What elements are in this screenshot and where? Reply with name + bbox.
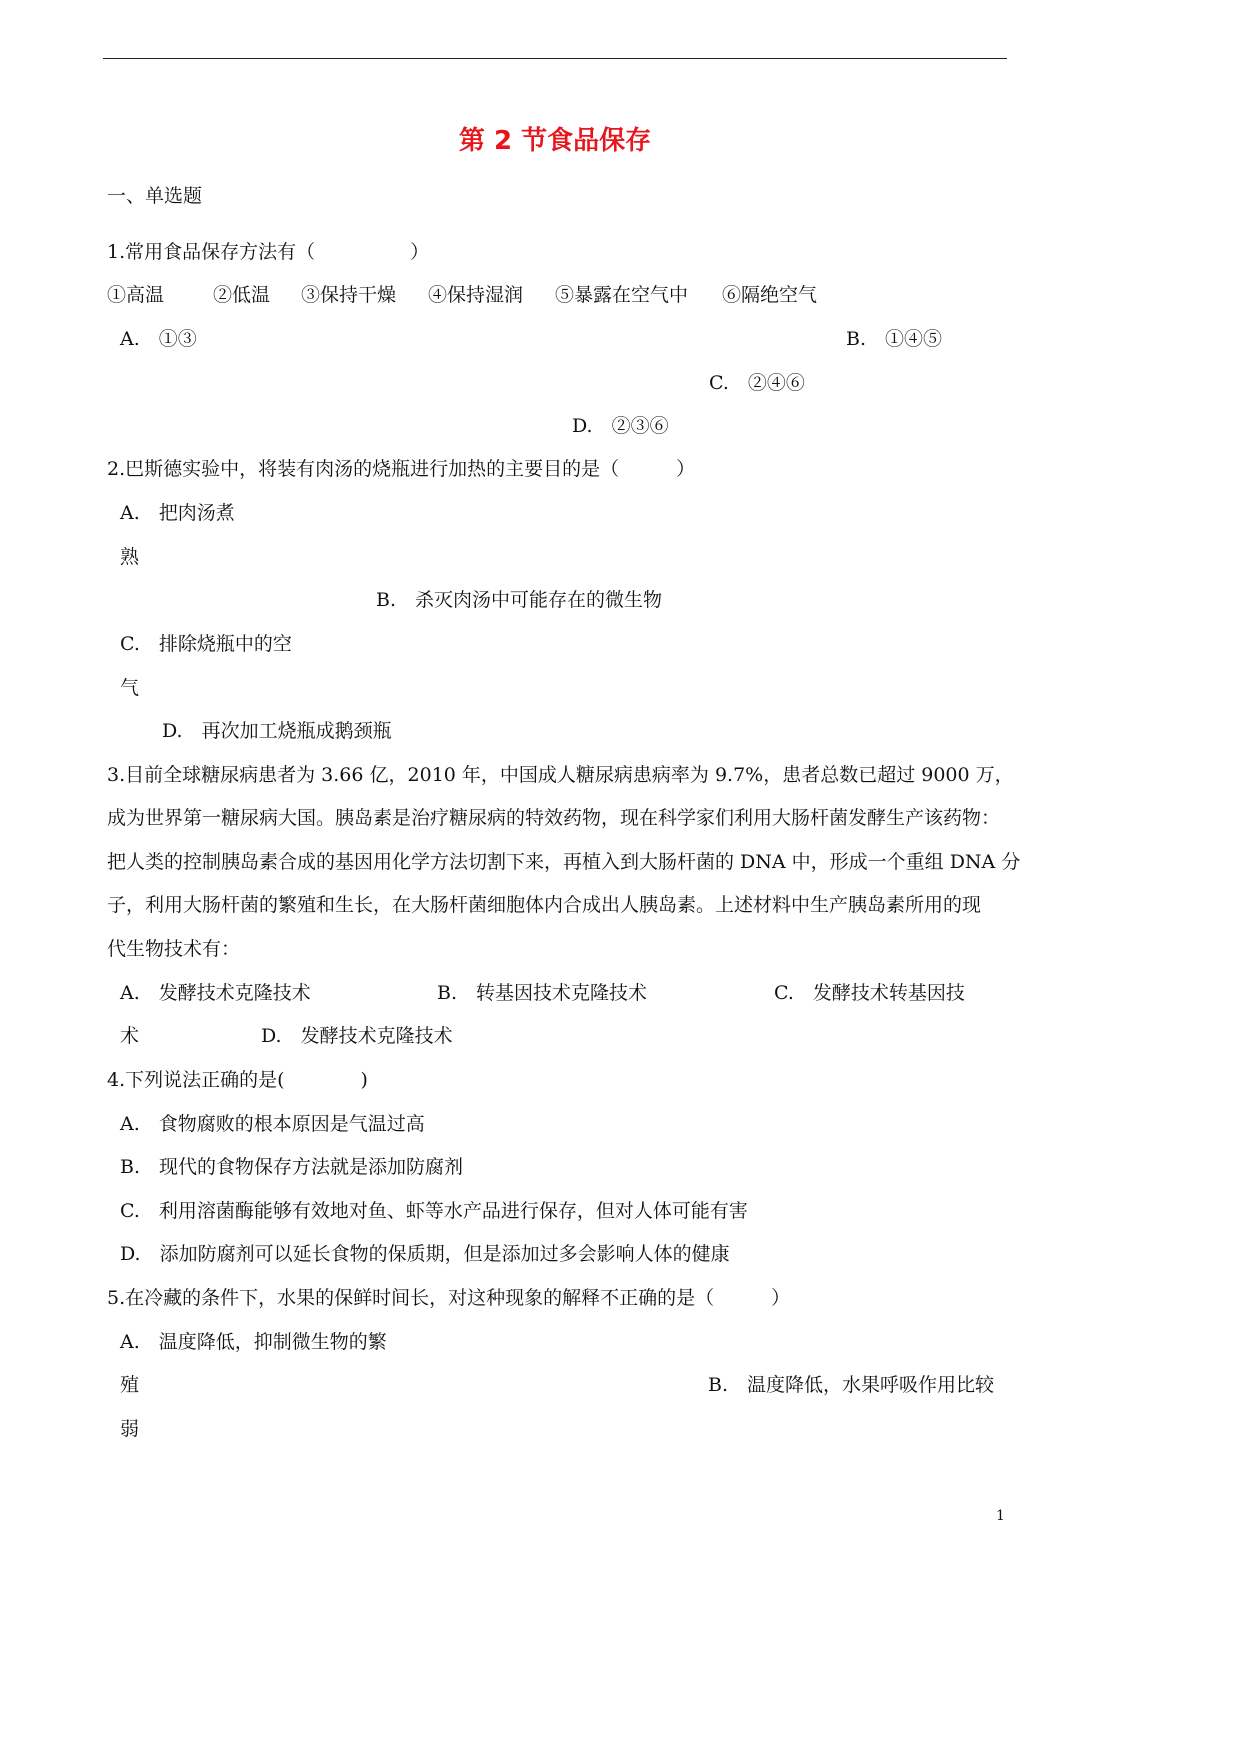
q1-option-c[interactable]: C. ②④⑥ <box>709 372 805 394</box>
question-2-stem: 2.巴斯德实验中，将装有肉汤的烧瓶进行加热的主要目的是（ ） <box>107 458 696 480</box>
q3-option-c[interactable]: C. 发酵技术转基因技 <box>774 982 965 1004</box>
q1-option-a[interactable]: A. ①③ <box>120 328 197 350</box>
q4-option-a[interactable]: A. 食物腐败的根本原因是气温过高 <box>120 1113 425 1135</box>
question-3-line: 代生物技术有： <box>107 938 241 960</box>
question-4-stem: 4.下列说法正确的是( ) <box>107 1069 368 1091</box>
q1-option-b[interactable]: B. ①④⑤ <box>846 328 943 350</box>
header-rule <box>103 58 1007 59</box>
q5-option-b[interactable]: B. 温度降低，水果呼吸作用比较 <box>708 1374 995 1396</box>
q4-option-c[interactable]: C. 利用溶菌酶能够有效地对鱼、虾等水产品进行保存，但对人体可能有害 <box>120 1200 748 1222</box>
q5-option-a[interactable]: A. 温度降低，抑制微生物的繁 <box>120 1331 387 1353</box>
q1-item: ②低温 <box>213 284 271 306</box>
q5-option-a-wrap: 殖 <box>120 1374 140 1396</box>
q1-option-d[interactable]: D. ②③⑥ <box>572 415 669 437</box>
q3-option-a[interactable]: A. 发酵技术克隆技术 <box>120 982 311 1004</box>
q3-option-d[interactable]: D. 发酵技术克隆技术 <box>261 1025 453 1047</box>
question-3-line: 子，利用大肠杆菌的繁殖和生长，在大肠杆菌细胞体内合成出人胰岛素。上述材料中生产胰岛素所用的现 <box>107 894 982 916</box>
question-3-line: 3.目前全球糖尿病患者为 3.66 亿，2010 年，中国成人糖尿病患病率为 9.7%，患者总数已超过 9000 万， <box>107 764 1014 786</box>
q1-item: ⑥隔绝空气 <box>722 284 818 306</box>
page-title: 第 2 节食品保存 <box>458 126 652 156</box>
q2-option-a[interactable]: A. 把肉汤煮 <box>120 502 235 524</box>
q2-option-c-wrap: 气 <box>120 677 140 699</box>
question-5-stem: 5.在冷藏的条件下，水果的保鲜时间长，对这种现象的解释不正确的是（ ） <box>107 1287 791 1309</box>
q2-option-d[interactable]: D. 再次加工烧瓶成鹅颈瓶 <box>162 720 392 742</box>
q1-item: ③保持干燥 <box>301 284 397 306</box>
q2-option-c[interactable]: C. 排除烧瓶中的空 <box>120 633 292 655</box>
section-heading: 一、单选题 <box>107 185 203 207</box>
question-3-line: 把人类的控制胰岛素合成的基因用化学方法切割下来，再植入到大肠杆菌的 DNA 中，形成一个重组 DNA 分 <box>107 851 1021 873</box>
question-3-line: 成为世界第一糖尿病大国。胰岛素是治疗糖尿病的特效药物，现在科学家们利用大肠杆菌发酵生产该药物： <box>107 807 1001 829</box>
q1-item: ④保持湿润 <box>428 284 524 306</box>
q1-item: ①高温 <box>107 284 165 306</box>
q5-option-b-wrap: 弱 <box>120 1418 140 1440</box>
q4-option-d[interactable]: D. 添加防腐剂可以延长食物的保质期，但是添加过多会影响人体的健康 <box>120 1243 730 1265</box>
q2-option-b[interactable]: B. 杀灭肉汤中可能存在的微生物 <box>376 589 663 611</box>
q1-item: ⑤暴露在空气中 <box>555 284 689 306</box>
q3-option-c-wrap: 术 <box>120 1025 140 1047</box>
question-1-stem: 1.常用食品保存方法有（ ） <box>107 241 430 263</box>
q4-option-b[interactable]: B. 现代的食物保存方法就是添加防腐剂 <box>120 1156 464 1178</box>
q3-option-b[interactable]: B. 转基因技术克隆技术 <box>437 982 648 1004</box>
q2-option-a-wrap: 熟 <box>120 546 140 568</box>
page-number: 1 <box>996 1508 1005 1524</box>
